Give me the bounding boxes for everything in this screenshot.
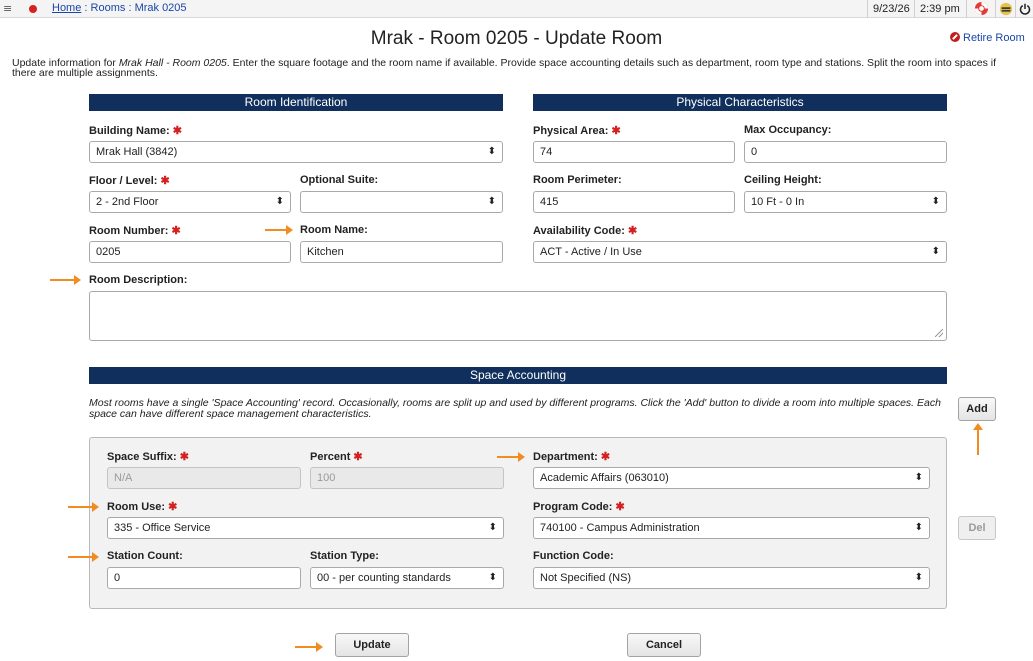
percent-label — [310, 450, 363, 463]
required-icon: ✱ — [171, 225, 181, 237]
breadcrumb-rooms-link[interactable]: Rooms — [90, 2, 126, 14]
lifebuoy-button[interactable] — [966, 0, 995, 18]
date-display: 9/23/26 — [867, 0, 915, 18]
update-button[interactable]: Update — [335, 633, 409, 657]
building-name-select[interactable]: Mrak Hall (3842) ⬍ — [89, 141, 503, 163]
page-title: Mrak - Room 0205 - Update Room — [370, 28, 663, 49]
program-code-label — [533, 500, 625, 513]
room-use-label — [107, 500, 177, 513]
required-icon: ✱ — [172, 125, 182, 137]
record-icon — [29, 5, 37, 13]
room-number-label — [89, 224, 181, 237]
intro-suffix: . Enter the square footage and the room name if available. Provide space accounting details such as department, room type and stations. Split the room into spaces if there are multiple assignments. — [12, 57, 997, 79]
arrow-annotation — [68, 556, 95, 558]
intro-prefix: Update information for — [12, 57, 119, 69]
breadcrumb-current: Mrak 0205 — [134, 2, 187, 14]
room-description-label: Room Description: — [89, 274, 188, 286]
required-icon: ✱ — [179, 451, 189, 463]
function-code-select[interactable]: Not Specified (NS) ⬍ — [533, 567, 930, 589]
percent-label-text: Percent — [310, 451, 351, 463]
availability-code-label — [533, 224, 637, 237]
floor-level-label-text: Floor / Level: — [89, 175, 158, 187]
required-icon: ✱ — [627, 225, 638, 237]
delete-space-button[interactable]: Del — [958, 516, 996, 540]
station-count-label: Station Count: — [107, 550, 183, 562]
intro-text — [12, 58, 1022, 78]
availability-code-select[interactable]: ACT - Active / In Use ⬍ — [533, 241, 947, 263]
arrow-annotation — [977, 429, 979, 455]
building-name-label — [89, 124, 182, 137]
program-code-label-text: Program Code: — [533, 501, 613, 513]
physical-area-input[interactable]: 74 — [533, 141, 735, 163]
room-perimeter-input[interactable]: 415 — [533, 191, 735, 213]
optional-suite-label: Optional Suite: — [300, 174, 379, 186]
ceiling-height-label: Ceiling Height: — [744, 174, 822, 186]
power-button[interactable] — [1015, 0, 1033, 18]
availability-code-label-text: Availability Code: — [533, 225, 625, 237]
breadcrumb-home-link[interactable]: Home — [52, 2, 82, 14]
physical-characteristics-header: Physical Characteristics — [533, 94, 947, 111]
space-suffix-input: N/A — [107, 467, 301, 489]
power-icon — [1019, 3, 1031, 15]
required-icon: ✱ — [168, 501, 178, 513]
department-label-text: Department: — [533, 451, 598, 463]
breadcrumb — [52, 2, 187, 14]
station-type-label: Station Type: — [310, 550, 379, 562]
required-icon: ✱ — [353, 451, 363, 463]
add-space-button[interactable]: Add — [958, 397, 996, 421]
room-use-select[interactable]: 335 - Office Service ⬍ — [107, 517, 504, 539]
room-description-textarea[interactable] — [89, 291, 947, 341]
required-icon: ✱ — [611, 125, 621, 137]
floor-level-label — [89, 174, 170, 187]
building-name-label-text: Building Name: — [89, 125, 170, 137]
space-suffix-label-text: Space Suffix: — [107, 451, 177, 463]
required-icon: ✱ — [160, 175, 170, 187]
notes-button[interactable] — [995, 0, 1015, 18]
time-display: 2:39 pm — [914, 0, 965, 18]
breadcrumb-separator: : — [84, 2, 88, 14]
retire-icon — [950, 32, 960, 42]
optional-suite-select[interactable] — [300, 191, 503, 213]
required-icon: ✱ — [615, 501, 625, 513]
physical-area-label — [533, 124, 621, 137]
intro-room-ref: Mrak Hall - Room 0205 — [118, 57, 227, 69]
percent-input: 100 — [310, 467, 504, 489]
department-select[interactable]: Academic Affairs (063010) ⬍ — [533, 467, 930, 489]
retire-room-link[interactable] — [950, 32, 1025, 44]
room-use-label-text: Room Use: — [107, 501, 166, 513]
room-perimeter-label: Room Perimeter: — [533, 174, 622, 186]
arrow-annotation — [50, 279, 77, 281]
required-icon: ✱ — [600, 451, 611, 463]
ceiling-height-select[interactable]: 10 Ft - 0 In ⬍ — [744, 191, 947, 213]
max-occupancy-input[interactable]: 0 — [744, 141, 947, 163]
arrow-annotation — [497, 456, 521, 458]
cancel-button[interactable]: Cancel — [627, 633, 701, 657]
room-name-label: Room Name: — [300, 224, 368, 236]
room-name-input[interactable]: Kitchen — [300, 241, 503, 263]
arrow-annotation — [295, 646, 319, 648]
space-accounting-header: Space Accounting — [89, 367, 947, 384]
room-identification-header: Room Identification — [89, 94, 503, 111]
station-count-input[interactable]: 0 — [107, 567, 301, 589]
station-type-select[interactable]: 00 - per counting standards ⬍ — [310, 567, 504, 589]
arrow-annotation — [265, 229, 289, 231]
floor-level-select[interactable]: 2 - 2nd Floor ⬍ — [89, 191, 291, 213]
menu-icon[interactable]: ≡ — [3, 2, 13, 15]
lifebuoy-icon — [974, 1, 989, 16]
room-number-input[interactable]: 0205 — [89, 241, 291, 263]
space-accounting-note: Most rooms have a single 'Space Accounting' record. Occasionally, rooms are split up and used by different programs. Click the 'Add' button to divide a room into multiple spaces. Each space can have different space management characteristics. — [89, 397, 941, 420]
physical-area-label-text: Physical Area: — [533, 125, 609, 137]
department-label — [533, 450, 610, 463]
function-code-label: Function Code: — [533, 550, 614, 562]
program-code-select[interactable]: 740100 - Campus Administration ⬍ — [533, 517, 930, 539]
resize-handle[interactable] — [935, 329, 943, 337]
retire-room-label: Retire Room — [963, 32, 1025, 44]
arrow-annotation — [68, 506, 95, 508]
notes-icon — [999, 2, 1013, 16]
breadcrumb-separator: : — [128, 2, 132, 14]
room-number-label-text: Room Number: — [89, 225, 169, 237]
space-suffix-label — [107, 450, 189, 463]
max-occupancy-label: Max Occupancy: — [744, 124, 832, 136]
